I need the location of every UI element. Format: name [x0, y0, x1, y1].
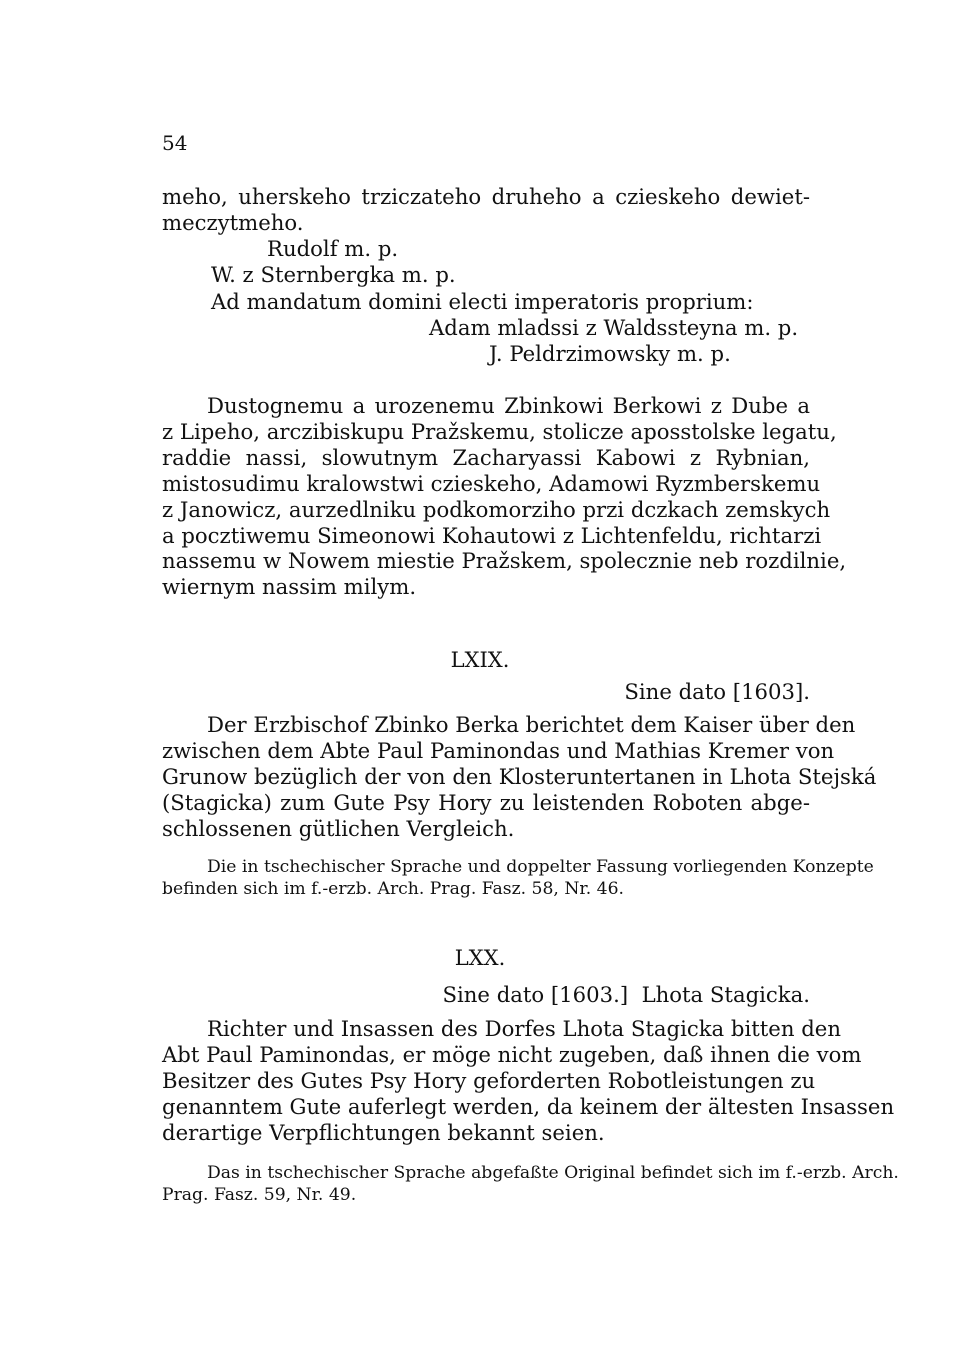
- text-line: genanntem Gute auferlegt werden, da keinem der ältesten Insassen: [162, 1093, 895, 1119]
- signature: W. z Sternbergka m. p.: [211, 262, 456, 287]
- text-line: nassemu w Nowem miestie Pražskem, spolecznie neb rozdilnie,: [162, 548, 847, 574]
- text-line: Grunow bezüglich der von den Klosteruntertanen in Lhota Stejská: [162, 763, 877, 789]
- section-summary: [162, 712, 877, 842]
- section-number: LXIX.: [450, 648, 510, 672]
- text-line: meczytmeho.: [162, 209, 304, 235]
- text-line: zwischen dem Abte Paul Paminondas und Mathias Kremer von: [162, 737, 835, 763]
- text-line: (Stagicka) zum Gute Psy Hory zu leistenden Roboten abge-: [162, 789, 810, 815]
- signature: J. Peldrzimowsky m. p.: [489, 341, 731, 366]
- signature: Adam mladssi z Waldssteyna m. p.: [429, 315, 799, 340]
- section-summary: [162, 1016, 895, 1146]
- text-line: z Janowicz, aurzedlniku podkomorziho przi dczkach zemskych: [162, 496, 831, 522]
- text-line: Das in tschechischer Sprache abgefaßte Original befindet sich im f.-erzb. Arch.: [207, 1163, 899, 1183]
- text-line: wiernym nassim milym.: [162, 574, 417, 600]
- text-line: z Lipeho, arczibiskupu Pražskemu, stolicze aposstolske legatu,: [162, 418, 837, 444]
- text-line: Besitzer des Gutes Psy Hory geforderten Robotleistungen zu: [162, 1067, 816, 1093]
- archival-note: [162, 1162, 899, 1206]
- address-paragraph: [162, 393, 847, 600]
- text-line: Der Erzbischof Zbinko Berka berichtet dem Kaiser über den: [207, 712, 856, 737]
- section-date: Sine dato [1603.] Lhota Stagicka.: [442, 982, 810, 1007]
- signature: Rudolf m. p.: [267, 236, 399, 261]
- archival-note: [162, 856, 874, 900]
- text-line: schlossenen gütlichen Vergleich.: [162, 815, 515, 841]
- text-line: derartige Verpflichtungen bekannt seien.: [162, 1119, 605, 1145]
- section-date: Sine dato [1603].: [624, 679, 810, 704]
- text-line: Dustognemu a urozenemu Zbinkowi Berkowi z Dube a: [207, 393, 810, 418]
- text-line: mistosudimu kralowstwi czieskeho, Adamowi Ryzmberskemu: [162, 470, 821, 496]
- text-line: Die in tschechischer Sprache und doppelter Fassung vorliegenden Konzepte: [207, 857, 874, 877]
- text-line: Richter und Insassen des Dorfes Lhota Stagicka bitten den: [207, 1016, 841, 1041]
- text-line: a pocztiwemu Simeonowi Kohautowi z Lichtenfeldu, richtarzi: [162, 522, 822, 548]
- text-line: befinden sich im f.-erzb. Arch. Prag. Fasz. 58, Nr. 46.: [162, 879, 624, 899]
- signature: Ad mandatum domini electi imperatoris proprium:: [211, 289, 754, 314]
- text-line: meho, uherskeho trziczateho druheho a czieskeho dewiet-: [162, 184, 810, 209]
- text-line: Abt Paul Paminondas, er möge nicht zugeben, daß ihnen die vom: [162, 1041, 862, 1067]
- page-number: 54: [162, 131, 188, 155]
- text-line: raddie nassi, slowutnym Zacharyassi Kabowi z Rybnian,: [162, 444, 810, 470]
- closing-formula: [162, 184, 810, 236]
- section-number: LXX.: [454, 946, 506, 970]
- text-line: Prag. Fasz. 59, Nr. 49.: [162, 1185, 357, 1205]
